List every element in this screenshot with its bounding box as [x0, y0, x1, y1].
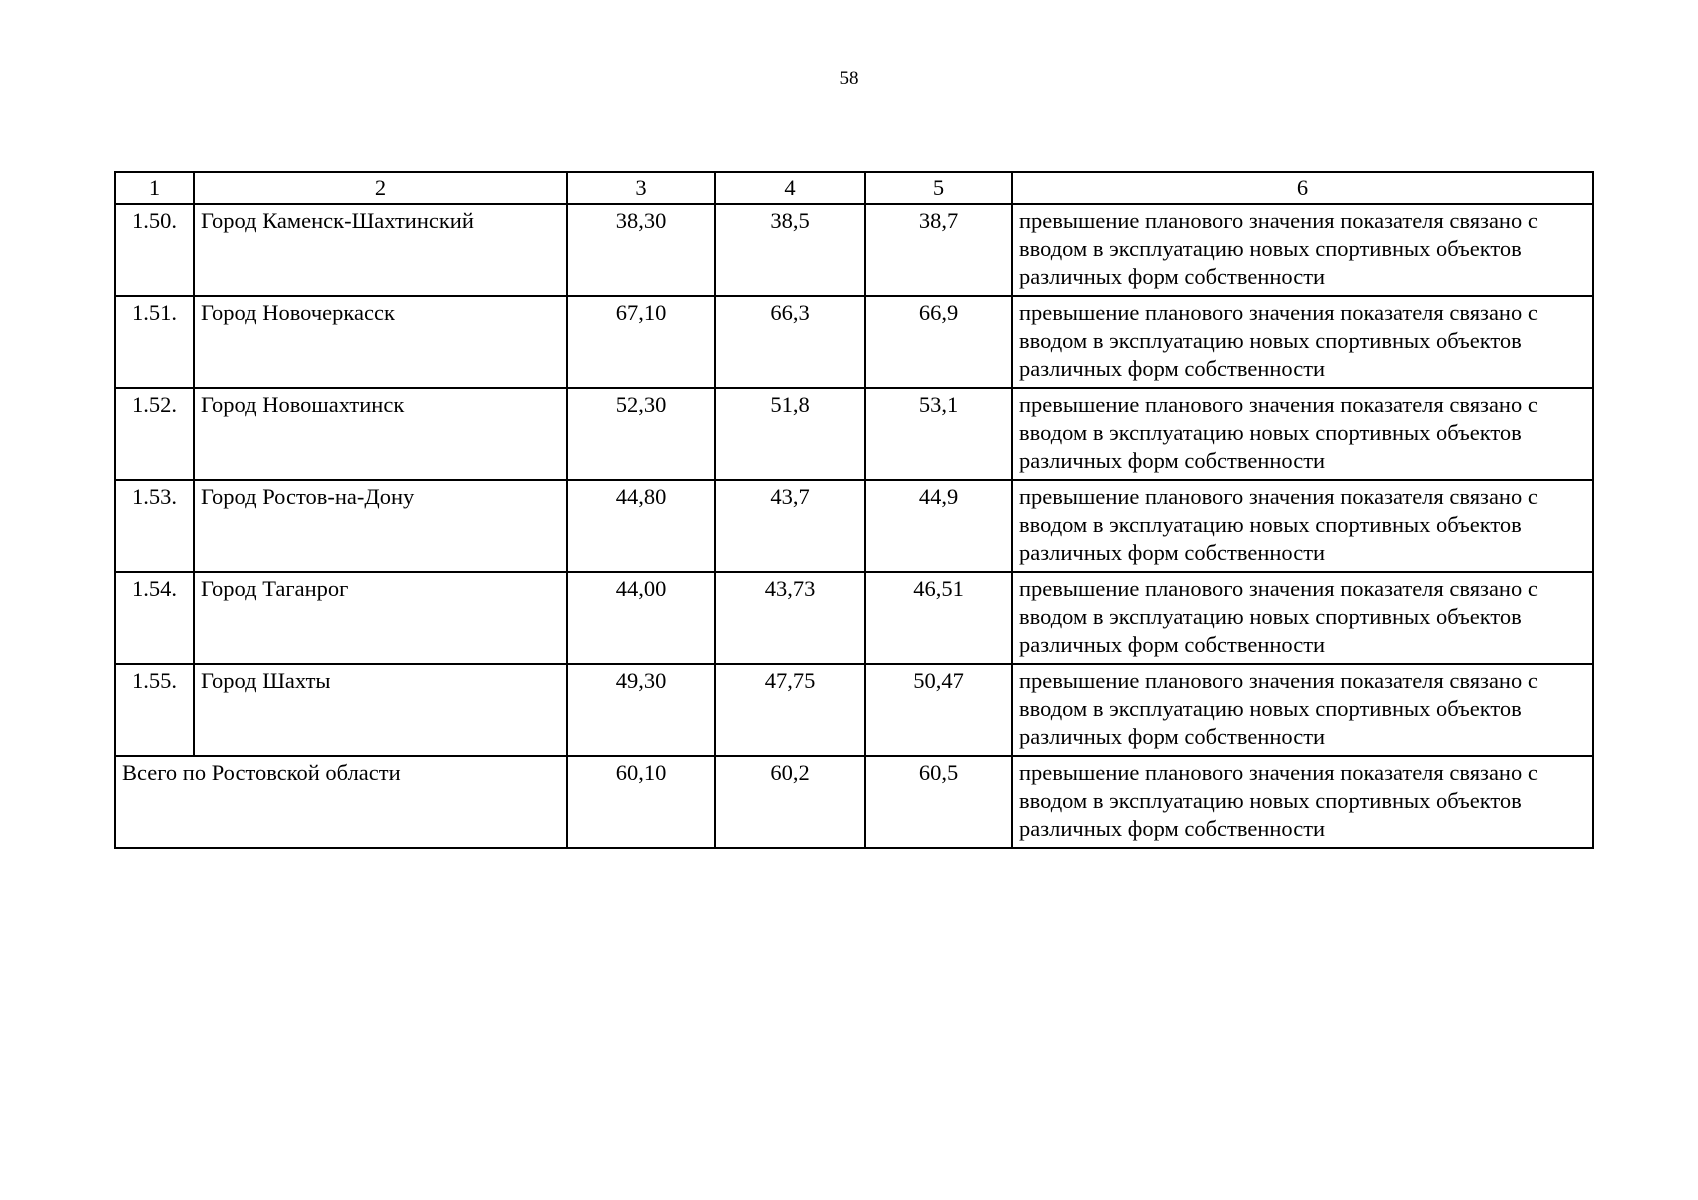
header-cell-3: 3: [567, 172, 715, 204]
total-col5-value: 60,5: [865, 756, 1012, 848]
row-number: 1.52.: [115, 388, 194, 480]
header-cell-4: 4: [715, 172, 865, 204]
row-note: превышение планового значения показателя связано с вводом в эксплуатацию новых спортивных объектов различных форм собственности: [1012, 204, 1593, 296]
header-cell-1: 1: [115, 172, 194, 204]
row-col5-value: 66,9: [865, 296, 1012, 388]
row-col4-value: 38,5: [715, 204, 865, 296]
table-row: [115, 204, 1593, 296]
row-name: Город Таганрог: [194, 572, 567, 664]
total-row: [115, 756, 1593, 848]
table-row: [115, 480, 1593, 572]
row-note: превышение планового значения показателя связано с вводом в эксплуатацию новых спортивных объектов различных форм собственности: [1012, 480, 1593, 572]
total-note: превышение планового значения показателя связано с вводом в эксплуатацию новых спортивных объектов различных форм собственности: [1012, 756, 1593, 848]
header-cell-5: 5: [865, 172, 1012, 204]
row-note: превышение планового значения показателя связано с вводом в эксплуатацию новых спортивных объектов различных форм собственности: [1012, 388, 1593, 480]
row-col5-value: 50,47: [865, 664, 1012, 756]
row-col4-value: 47,75: [715, 664, 865, 756]
row-name: Город Шахты: [194, 664, 567, 756]
row-col4-value: 51,8: [715, 388, 865, 480]
table-row: [115, 388, 1593, 480]
total-col4-value: 60,2: [715, 756, 865, 848]
row-col4-value: 43,7: [715, 480, 865, 572]
page-number: 58: [839, 68, 859, 89]
row-note: превышение планового значения показателя связано с вводом в эксплуатацию новых спортивных объектов различных форм собственности: [1012, 296, 1593, 388]
row-number: 1.54.: [115, 572, 194, 664]
row-number: 1.50.: [115, 204, 194, 296]
row-name: Город Каменск-Шахтинский: [194, 204, 567, 296]
row-note: превышение планового значения показателя связано с вводом в эксплуатацию новых спортивных объектов различных форм собственности: [1012, 572, 1593, 664]
row-number: 1.55.: [115, 664, 194, 756]
header-cell-6: 6: [1012, 172, 1593, 204]
row-number: 1.51.: [115, 296, 194, 388]
row-col5-value: 53,1: [865, 388, 1012, 480]
row-name: Город Новочеркасск: [194, 296, 567, 388]
row-col4-value: 66,3: [715, 296, 865, 388]
row-number: 1.53.: [115, 480, 194, 572]
row-name: Город Новошахтинск: [194, 388, 567, 480]
table-row: [115, 296, 1593, 388]
row-col3-value: 49,30: [567, 664, 715, 756]
table-row: [115, 572, 1593, 664]
row-col3-value: 44,80: [567, 480, 715, 572]
row-col5-value: 38,7: [865, 204, 1012, 296]
row-col3-value: 38,30: [567, 204, 715, 296]
table-row: [115, 664, 1593, 756]
row-col5-value: 44,9: [865, 480, 1012, 572]
total-label: Всего по Ростовской области: [115, 756, 567, 848]
header-cell-2: 2: [194, 172, 567, 204]
row-col3-value: 52,30: [567, 388, 715, 480]
row-col4-value: 43,73: [715, 572, 865, 664]
table-header-row: [115, 172, 1593, 204]
row-note: превышение планового значения показателя связано с вводом в эксплуатацию новых спортивных объектов различных форм собственности: [1012, 664, 1593, 756]
row-col5-value: 46,51: [865, 572, 1012, 664]
row-name: Город Ростов-на-Дону: [194, 480, 567, 572]
row-col3-value: 67,10: [567, 296, 715, 388]
total-col3-value: 60,10: [567, 756, 715, 848]
row-col3-value: 44,00: [567, 572, 715, 664]
report-table: [114, 171, 1594, 849]
